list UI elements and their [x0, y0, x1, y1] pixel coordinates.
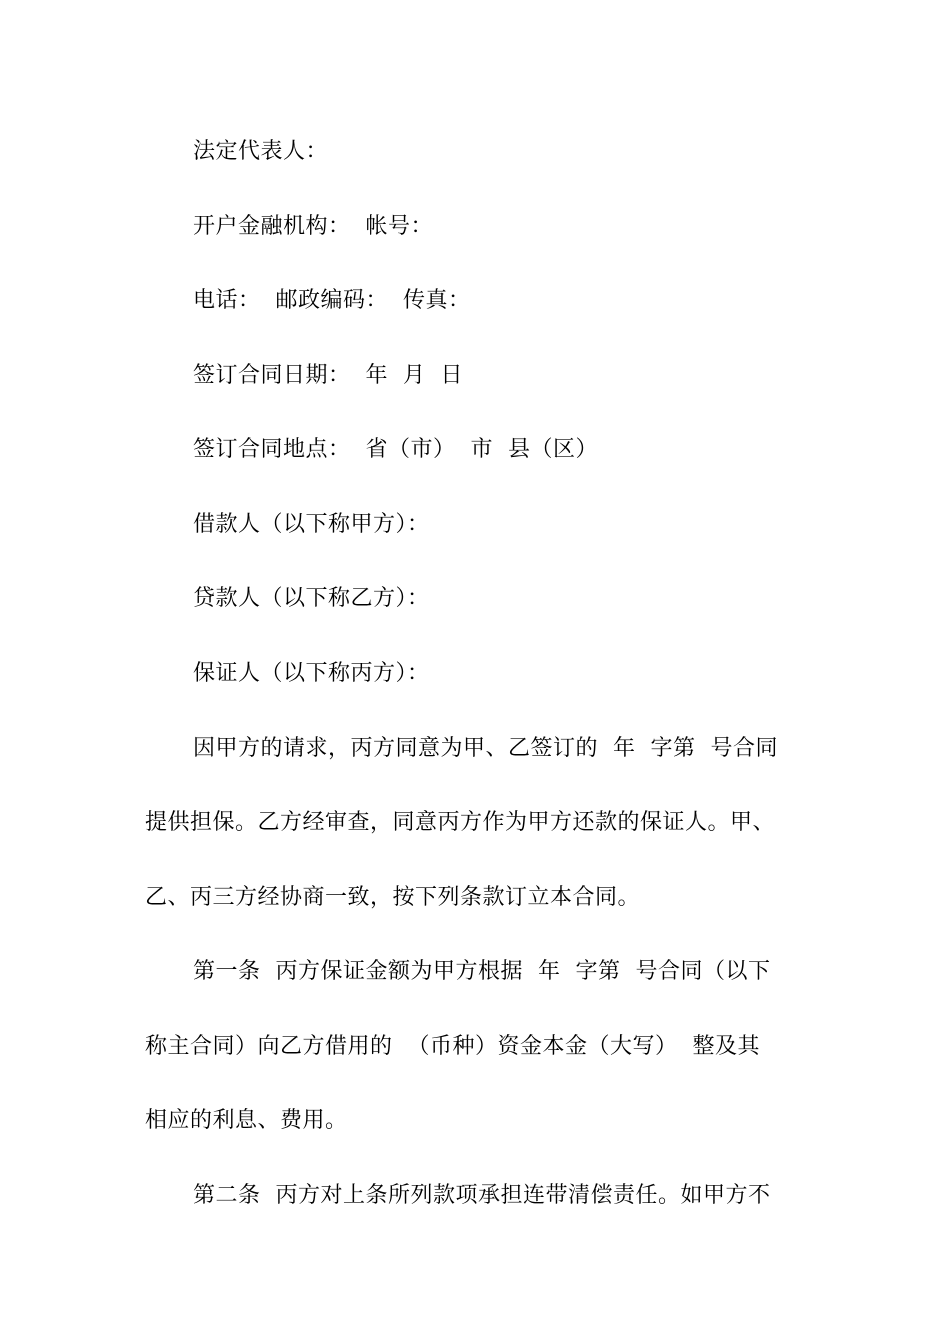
lender-field: 贷款人（以下称乙方）：: [193, 586, 430, 611]
article1-line-1: 第一条 丙方保证金额为甲方根据 年 字第 号合同（以下: [193, 959, 771, 984]
preamble-line-2: 提供担保。乙方经审查，同意丙方作为甲方还款的保证人。甲、: [145, 810, 776, 835]
article1-line-3: 相应的利息、费用。: [145, 1108, 348, 1133]
preamble-line-1: 因甲方的请求，丙方同意为甲、乙签订的 年 字第 号合同: [193, 736, 778, 761]
article1-line-2: 称主合同）向乙方借用的 （币种）资金本金（大写） 整及其: [145, 1034, 760, 1059]
legal-representative-field: 法定代表人：: [193, 139, 329, 164]
borrower-field: 借款人（以下称甲方）：: [193, 512, 430, 537]
guarantor-field: 保证人（以下称丙方）：: [193, 661, 430, 686]
signing-date-field: 签订合同日期： 年 月 日: [193, 363, 463, 388]
article2-line-1: 第二条 丙方对上条所列款项承担连带清偿责任。如甲方不: [193, 1183, 771, 1208]
bank-account-field: 开户金融机构： 帐号：: [193, 214, 433, 239]
preamble-line-3: 乙、丙三方经协商一致，按下列条款订立本合同。: [145, 885, 641, 910]
contact-info-field: 电话： 邮政编码： 传真：: [193, 288, 471, 313]
signing-place-field: 签订合同地点： 省（市） 市 县（区）: [193, 437, 598, 462]
